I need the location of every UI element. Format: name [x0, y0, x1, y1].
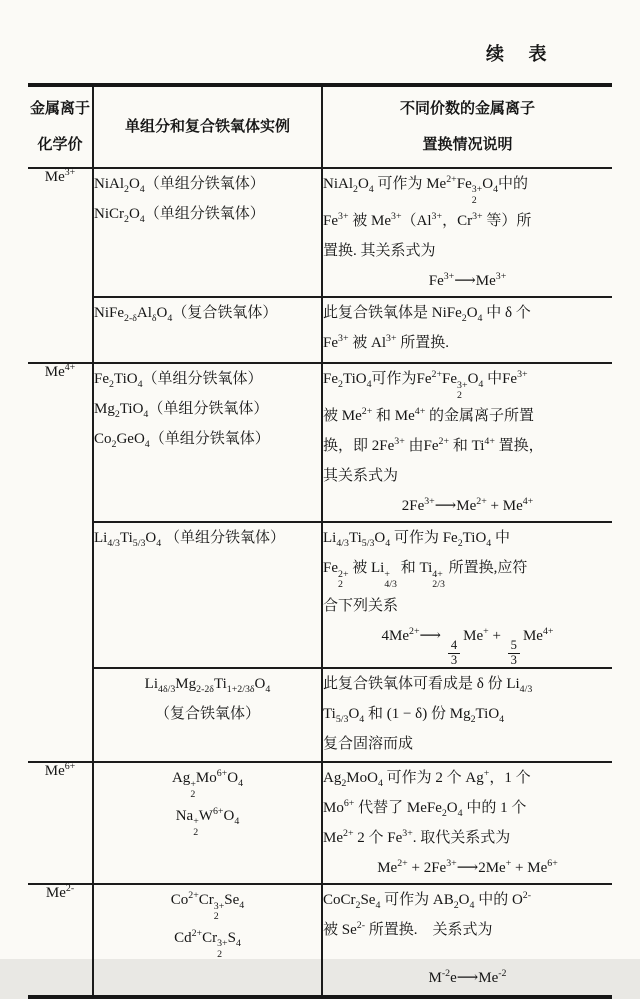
examples-cell: [93, 522, 322, 668]
example-line: （复合铁氧体）: [154, 706, 260, 723]
valence-cell: $Me^{4+}$: [28, 363, 93, 762]
header-description: [322, 85, 612, 168]
description-line: $Mo^{6+}$ 代替了 $MeFe_2O_4$ 中的 1 个: [323, 798, 527, 820]
description-line: 换，即 $2Fe^{3+}$ 由$Fe^{2+}$ 和 $Ti^{4+}$ 置换，: [323, 436, 544, 455]
description-line: 其关系式为: [323, 468, 399, 485]
ferrite-substitution-table: [28, 83, 612, 999]
description-line: 被 $Se^{2-}$ 所置换. 关系式为: [323, 920, 493, 939]
description-cell: [322, 762, 612, 884]
description-line: Fe 2+ 2 被 Li + 4/3 和 Ti 4+ 2/3 所置换,应符: [323, 560, 528, 591]
example-line: $NiFe_{2-\delta}Al_\delta O_4$（复合铁氧体）: [94, 305, 278, 325]
description-line: 复合固溶而成: [323, 736, 414, 753]
description-line: 被 $Me^{2+}$ 和 $Me^{4+}$ 的金属离子所置: [323, 406, 535, 425]
table-row: [28, 668, 612, 762]
table-body: [28, 168, 612, 997]
description-line: 置换. 其关系式为: [323, 243, 436, 260]
description-cell: [322, 668, 612, 762]
continued-table-label: 续 表: [486, 44, 557, 64]
equation-line: $2Fe^{3+}⟶Me^{2+} + Me^{4+}$: [401, 496, 534, 515]
header-examples: [93, 85, 322, 168]
example-line: Na + 2 $W^{6+}O_4$: [175, 805, 240, 838]
example-line: $Cd^{2+}Cr$ 3+ 2 $S_4$: [174, 927, 241, 960]
examples-cell: [93, 168, 322, 297]
equation-line: $Fe^{3+}⟶Me^{3+}$: [428, 271, 507, 290]
description-line: $NiAl_2O_4$ 可作为 $Me^{2+}Fe$ 3+ 2 $O_4$中的: [323, 174, 529, 206]
table-row: [28, 884, 612, 997]
description-line: $Fe^{3+}$ 被 $Me^{3+}(Al^{3+}$，$Cr^{3+}$ 等）所: [323, 211, 532, 230]
table-row: [28, 363, 612, 522]
equation-line: $Me^{2+}$ + $2Fe^{3+}⟶2Me^+ + Me^{6+}$: [377, 858, 558, 877]
example-line: $NiAl_2O_4$（单组分铁氧体）: [94, 176, 265, 195]
example-line: $Fe_2TiO_4$（单组分铁氧体）: [94, 371, 263, 391]
description-line: $CoCr_2Se_4$ 可作为 $AB_2O_4$ 中的 $O^{2-}$: [323, 890, 532, 912]
table-row: [28, 762, 612, 884]
example-line: $Mg_2TiO_4$（单组分铁氧体）: [94, 401, 269, 421]
equation-line: $4Me^{2+}⟶$ $\frac{4}{3}$ Me+ + $\frac{5}{3}$ $Me^{4+}$: [381, 625, 554, 667]
example-line: $NiCr_2O_4$（单组分铁氧体）: [94, 206, 265, 225]
table-row: [28, 522, 612, 668]
header-valence-line1: 金属离于: [29, 101, 90, 117]
header-description-line2: 置换情况说明: [422, 137, 513, 153]
example-line: $Co_2GeO_4$（单组分铁氧体）: [94, 431, 270, 451]
examples-cell: [93, 762, 322, 884]
example-line: Ag + 2 $Mo^{6+}O_4$: [171, 768, 244, 801]
header-valence: [28, 85, 93, 168]
valence-cell: $Me^{3+}$: [28, 168, 93, 363]
header-row: [28, 85, 612, 168]
header-examples-label: 单组分和复合铁氧体实例: [124, 119, 290, 135]
examples-cell: [93, 884, 322, 997]
header-description-line1: 不同价数的金属离子: [399, 101, 535, 117]
description-line: 此复合铁氧体可看成是 δ 份 $Li_{4/3}$: [323, 676, 533, 696]
description-cell: [322, 297, 612, 363]
description-line: $Ti_{5/3}O_4$ 和 (1 − δ) 份 $Mg_2TiO_4$: [323, 706, 505, 726]
description-cell: [322, 522, 612, 668]
example-line: $Li_{4\delta/3}Mg_{2-2\delta}Ti_{1+2/3\delta}O_4$: [144, 676, 271, 696]
description-line: 此复合铁氧体是 $NiFe_2O_4$ 中 δ 个: [323, 305, 531, 325]
examples-cell: [93, 297, 322, 363]
description-line: 合下列关系: [323, 597, 399, 614]
example-line: $Co^{2+}Cr$ 3+ 2 $Se_4$: [170, 890, 245, 923]
description-cell: [322, 363, 612, 522]
description-cell: [322, 168, 612, 297]
description-line: $Fe_2TiO_4$可作为$Fe^{2+}Fe$ 3+ 2 $O_4$ 中$Fe^{3+}$: [323, 369, 528, 402]
valence-cell: $Me^{2-}$: [28, 884, 93, 997]
valence-cell: $Me^{6+}$: [28, 762, 93, 884]
description-cell: [322, 884, 612, 997]
header-valence-line2: 化学价: [37, 137, 83, 153]
table-row: [28, 168, 612, 297]
description-line: $Ag_2MoO_4$ 可作为 2 个 Ag+，1 个: [323, 768, 531, 790]
description-line: $Fe^{3+}$ 被 $Al^{3+}$ 所置换.: [323, 333, 450, 352]
table-row: [28, 297, 612, 363]
description-line: $Li_{4/3}Ti_{5/3}O_4$ 可作为 $Fe_2TiO_4$ 中: [323, 530, 510, 550]
description-line: $Me^{2+}$ 2 个 $Fe^{3+}$. 取代关系式为: [323, 828, 511, 847]
examples-cell: [93, 363, 322, 522]
equation-line: $M^{-2}e⟶Me^{-2}$: [428, 968, 507, 987]
example-line: $Li_{4/3}Ti_{5/3}O_4$ （单组分铁氧体）: [94, 530, 285, 550]
examples-cell: [93, 668, 322, 762]
